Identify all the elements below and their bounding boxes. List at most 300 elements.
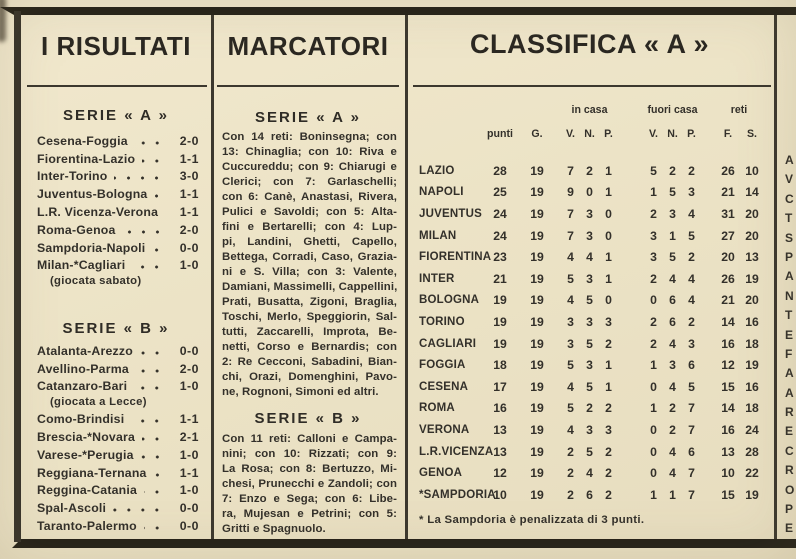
classifica-row bbox=[419, 419, 767, 441]
points: 23 bbox=[493, 250, 507, 265]
classifica-row bbox=[419, 160, 767, 182]
header-fuori-casa: fuori casa bbox=[647, 104, 698, 116]
games-played: 19 bbox=[530, 163, 544, 178]
match-score: 1-1 bbox=[179, 465, 199, 480]
goals-against: 22 bbox=[745, 466, 759, 481]
match-teams: Catanzaro-Bari bbox=[37, 379, 128, 394]
team-name: BOLOGNA bbox=[419, 294, 480, 307]
home-wins: 5 bbox=[567, 358, 574, 373]
marcatori-title-rule bbox=[217, 85, 399, 87]
match-score: 1-1 bbox=[179, 187, 199, 202]
goals-for: 21 bbox=[721, 185, 735, 200]
home-losses: 1 bbox=[605, 250, 612, 265]
goals-for: 14 bbox=[721, 314, 735, 329]
frame-left-border bbox=[14, 11, 21, 542]
away-losses: 5 bbox=[688, 379, 695, 394]
scorers-line: ni e S. Villa; con 3: Valente, bbox=[222, 266, 397, 278]
match-score: 1-0 bbox=[179, 379, 199, 394]
away-wins: 1 bbox=[650, 487, 657, 502]
scorers-line: Clerici; con 7: Garlaschelli; bbox=[222, 176, 397, 188]
clipped-text-fragment: A bbox=[785, 269, 794, 284]
goals-against: 16 bbox=[745, 314, 759, 329]
away-wins: 1 bbox=[650, 358, 657, 373]
clipped-text-fragment: P bbox=[785, 249, 794, 264]
marcatori-title: MARCATORI bbox=[227, 31, 389, 61]
match-score: 1-1 bbox=[179, 205, 199, 220]
goals-for: 16 bbox=[721, 336, 735, 351]
result-row bbox=[37, 203, 199, 221]
clipped-text-fragment: T bbox=[785, 308, 793, 323]
goals-against: 18 bbox=[745, 401, 759, 416]
header-v-casa: V. bbox=[565, 128, 576, 140]
home-wins: 2 bbox=[567, 444, 574, 459]
home-draws: 3 bbox=[586, 228, 593, 243]
classifica-title-rule bbox=[413, 85, 771, 87]
points: 24 bbox=[493, 206, 507, 221]
result-row bbox=[37, 150, 199, 168]
home-draws: 5 bbox=[586, 336, 593, 351]
dot-leader bbox=[123, 226, 168, 234]
match-teams: Inter-Torino bbox=[37, 169, 108, 184]
match-teams: Cesena-Foggia bbox=[37, 133, 128, 148]
header-f: F. bbox=[723, 128, 733, 140]
header-v-fuori: V. bbox=[648, 128, 659, 140]
dot-leader bbox=[142, 155, 168, 163]
home-losses: 1 bbox=[605, 379, 612, 394]
goals-for: 10 bbox=[721, 466, 735, 481]
home-losses: 1 bbox=[605, 185, 612, 200]
clipped-text-fragment: T bbox=[785, 211, 793, 226]
result-row bbox=[37, 342, 199, 360]
goals-for: 13 bbox=[721, 444, 735, 459]
match-teams: Reggina-Catania bbox=[37, 483, 138, 498]
frame-bottom-bar bbox=[12, 539, 796, 548]
header-p-casa: P. bbox=[604, 128, 613, 140]
dot-leader bbox=[141, 451, 168, 459]
away-losses: 7 bbox=[688, 487, 695, 502]
scorers-line: Gritti e Spagnuolo. bbox=[222, 523, 326, 535]
classifica-row bbox=[419, 311, 767, 333]
match-teams: Milan-*Cagliari bbox=[37, 258, 126, 273]
away-draws: 6 bbox=[669, 314, 676, 329]
away-wins: 3 bbox=[650, 228, 657, 243]
paper-edge-smudge bbox=[0, 0, 6, 42]
away-draws: 3 bbox=[669, 206, 676, 221]
match-score: 2-0 bbox=[179, 133, 199, 148]
home-losses: 2 bbox=[605, 336, 612, 351]
games-played: 19 bbox=[530, 185, 544, 200]
home-losses: 0 bbox=[605, 206, 612, 221]
away-wins: 0 bbox=[650, 466, 657, 481]
clipped-adjacent-column bbox=[785, 151, 796, 539]
results-title: I RISULTATI bbox=[41, 31, 191, 61]
points: 24 bbox=[493, 228, 507, 243]
away-draws: 4 bbox=[669, 444, 676, 459]
goals-against: 10 bbox=[745, 163, 759, 178]
points: 17 bbox=[493, 379, 507, 394]
home-draws: 2 bbox=[586, 163, 593, 178]
result-row bbox=[37, 446, 199, 464]
away-losses: 2 bbox=[688, 314, 695, 329]
scorers-line: Bettega, Corradi, Caso, Grazia- bbox=[222, 251, 397, 263]
dot-leader bbox=[154, 469, 168, 477]
team-name: ROMA bbox=[419, 402, 455, 415]
goals-for: 12 bbox=[721, 358, 735, 373]
marcatori-serie-b-heading: SERIE « B » bbox=[254, 410, 362, 427]
points: 19 bbox=[493, 336, 507, 351]
classifica-row bbox=[419, 376, 767, 398]
goals-against: 20 bbox=[745, 293, 759, 308]
classifica-row bbox=[419, 290, 767, 312]
result-row bbox=[37, 410, 199, 428]
scorers-line: ne, Rognoni, Simoni ed altri. bbox=[222, 386, 379, 398]
home-wins: 2 bbox=[567, 487, 574, 502]
clipped-text-fragment: E bbox=[785, 521, 794, 536]
home-wins: 7 bbox=[567, 228, 574, 243]
home-wins: 9 bbox=[567, 185, 574, 200]
result-row bbox=[37, 185, 199, 203]
home-wins: 4 bbox=[567, 422, 574, 437]
dot-leader bbox=[154, 190, 168, 198]
classifica-footnote: * La Sampdoria è penalizzata di 3 punti. bbox=[419, 514, 645, 526]
goals-against: 28 bbox=[745, 444, 759, 459]
home-wins: 7 bbox=[567, 163, 574, 178]
goals-for: 31 bbox=[721, 206, 735, 221]
away-draws: 2 bbox=[669, 401, 676, 416]
goals-against: 14 bbox=[745, 185, 759, 200]
away-draws: 3 bbox=[669, 358, 676, 373]
dot-leader bbox=[140, 347, 168, 355]
match-teams: Atalanta-Arezzo bbox=[37, 343, 133, 358]
away-wins: 1 bbox=[650, 185, 657, 200]
dot-leader bbox=[114, 172, 168, 180]
marcatori-serie-b-text bbox=[222, 432, 397, 537]
team-name: TORINO bbox=[419, 315, 465, 328]
games-played: 19 bbox=[530, 422, 544, 437]
away-losses: 7 bbox=[688, 466, 695, 481]
home-wins: 2 bbox=[567, 466, 574, 481]
team-name: JUVENTUS bbox=[419, 207, 482, 220]
games-played: 19 bbox=[530, 271, 544, 286]
home-losses: 1 bbox=[605, 163, 612, 178]
points: 19 bbox=[493, 293, 507, 308]
away-losses: 4 bbox=[688, 206, 695, 221]
gap bbox=[618, 128, 644, 140]
scorers-line: tutti, Zaccarelli, Improta, Be- bbox=[222, 326, 397, 338]
column-divider-2 bbox=[405, 15, 408, 539]
result-row bbox=[37, 239, 199, 257]
games-played: 19 bbox=[530, 401, 544, 416]
away-losses: 3 bbox=[688, 336, 695, 351]
games-played: 19 bbox=[530, 466, 544, 481]
clipped-text-fragment: C bbox=[785, 191, 794, 206]
scorers-line: 2: Re Cecconi, Sabadini, Bian- bbox=[222, 356, 397, 368]
dot-leader bbox=[144, 522, 168, 530]
home-draws: 5 bbox=[586, 379, 593, 394]
clipped-text-fragment: O bbox=[785, 482, 795, 497]
header-in-casa: in casa bbox=[571, 104, 608, 116]
home-draws: 3 bbox=[586, 358, 593, 373]
match-note: (giocata a Lecce) bbox=[50, 396, 147, 409]
goals-against: 20 bbox=[745, 206, 759, 221]
classifica-table-body bbox=[419, 160, 767, 506]
team-name: FOGGIA bbox=[419, 359, 466, 372]
home-losses: 2 bbox=[605, 466, 612, 481]
away-wins: 2 bbox=[650, 336, 657, 351]
games-played: 19 bbox=[530, 228, 544, 243]
points: 16 bbox=[493, 401, 507, 416]
away-draws: 4 bbox=[669, 271, 676, 286]
away-losses: 3 bbox=[688, 185, 695, 200]
away-losses: 5 bbox=[688, 228, 695, 243]
scorers-line: Cuccureddu; con 9: Chiarugi e bbox=[222, 161, 397, 173]
goals-against: 19 bbox=[745, 271, 759, 286]
match-note: (giocata sabato) bbox=[50, 275, 142, 288]
home-losses: 2 bbox=[605, 487, 612, 502]
home-losses: 1 bbox=[605, 271, 612, 286]
classifica-row bbox=[419, 203, 767, 225]
classifica-row bbox=[419, 246, 767, 268]
classifica-row bbox=[419, 354, 767, 376]
team-name: INTER bbox=[419, 272, 455, 285]
match-teams: Varese-*Perugia bbox=[37, 447, 134, 462]
home-losses: 0 bbox=[605, 228, 612, 243]
goals-against: 24 bbox=[745, 422, 759, 437]
result-row bbox=[37, 378, 199, 396]
home-draws: 2 bbox=[586, 401, 593, 416]
home-draws: 5 bbox=[586, 444, 593, 459]
match-score: 3-0 bbox=[179, 169, 199, 184]
games-played: 19 bbox=[530, 314, 544, 329]
marcatori-serie-a-heading: SERIE « A » bbox=[255, 109, 361, 126]
home-losses: 1 bbox=[605, 358, 612, 373]
match-score: 0-0 bbox=[179, 240, 199, 255]
dot-leader bbox=[132, 261, 168, 269]
team-name: GENOA bbox=[419, 467, 463, 480]
home-losses: 3 bbox=[605, 314, 612, 329]
home-wins: 3 bbox=[567, 336, 574, 351]
games-played: 19 bbox=[530, 358, 544, 373]
match-teams: Como-Brindisi bbox=[37, 412, 125, 427]
header-g: G. bbox=[531, 128, 543, 140]
goals-against: 13 bbox=[745, 250, 759, 265]
team-name: MILAN bbox=[419, 229, 457, 242]
home-losses: 0 bbox=[605, 293, 612, 308]
header-n-casa: N. bbox=[584, 128, 595, 140]
match-score: 2-1 bbox=[179, 430, 199, 445]
dot-leader bbox=[135, 137, 168, 145]
games-played: 19 bbox=[530, 206, 544, 221]
match-teams: Juventus-Bologna bbox=[37, 187, 148, 202]
away-losses: 6 bbox=[688, 444, 695, 459]
team-name: CAGLIARI bbox=[419, 337, 477, 350]
match-score: 0-0 bbox=[179, 519, 199, 534]
away-wins: 0 bbox=[650, 379, 657, 394]
home-draws: 3 bbox=[586, 271, 593, 286]
team-name: CESENA bbox=[419, 380, 469, 393]
header-s: S. bbox=[746, 128, 757, 140]
clipped-text-fragment: A bbox=[785, 153, 794, 167]
team-name: NAPOLI bbox=[419, 186, 464, 199]
match-teams: Brescia-*Novara bbox=[37, 430, 136, 445]
home-draws: 5 bbox=[586, 293, 593, 308]
dot-leader bbox=[131, 415, 168, 423]
clipped-text-fragment: E bbox=[785, 327, 794, 342]
away-draws: 5 bbox=[669, 185, 676, 200]
marcatori-serie-a-text bbox=[222, 130, 397, 400]
games-played: 19 bbox=[530, 336, 544, 351]
scorers-line: Toschi, Merlo, Speggiorin, Sal- bbox=[222, 311, 397, 323]
team-name: L.R.VICENZA bbox=[419, 445, 494, 458]
result-row bbox=[37, 517, 199, 535]
away-wins: 2 bbox=[650, 206, 657, 221]
scorers-line: netti, Corso e Bernardis; con bbox=[222, 341, 397, 353]
header-punti: punti bbox=[487, 128, 513, 140]
points: 18 bbox=[493, 358, 507, 373]
home-wins: 4 bbox=[567, 293, 574, 308]
classifica-group-header-row bbox=[419, 104, 767, 116]
match-teams: Avellino-Parma bbox=[37, 361, 129, 376]
away-wins: 1 bbox=[650, 401, 657, 416]
points: 10 bbox=[493, 487, 507, 502]
result-row bbox=[37, 482, 199, 500]
away-losses: 6 bbox=[688, 358, 695, 373]
goals-against: 20 bbox=[745, 228, 759, 243]
gap bbox=[701, 128, 715, 140]
results-serie-b-heading: SERIE « B » bbox=[62, 320, 170, 337]
header-team-spacer bbox=[419, 128, 487, 140]
result-row bbox=[37, 221, 199, 239]
column-divider-1 bbox=[211, 15, 214, 539]
goals-for: 16 bbox=[721, 422, 735, 437]
away-draws: 4 bbox=[669, 336, 676, 351]
goals-for: 26 bbox=[721, 163, 735, 178]
away-wins: 0 bbox=[650, 444, 657, 459]
home-losses: 2 bbox=[605, 401, 612, 416]
goals-against: 16 bbox=[745, 379, 759, 394]
dot-leader bbox=[113, 504, 168, 512]
away-losses: 2 bbox=[688, 163, 695, 178]
frame-top-bar bbox=[0, 7, 796, 15]
clipped-text-fragment: S bbox=[785, 230, 794, 245]
classifica-column-header-row bbox=[419, 128, 767, 140]
goals-against: 19 bbox=[745, 487, 759, 502]
away-losses: 4 bbox=[688, 293, 695, 308]
scorers-line: pi, Landini, Ghetti, Capello, bbox=[222, 236, 397, 248]
scorers-line: nini; con 10: Rizzati; con 9: bbox=[222, 448, 397, 460]
clipped-text-fragment: N bbox=[785, 288, 794, 303]
classifica-row bbox=[419, 268, 767, 290]
points: 19 bbox=[493, 314, 507, 329]
games-played: 19 bbox=[530, 293, 544, 308]
home-wins: 5 bbox=[567, 271, 574, 286]
clipped-text-fragment: C bbox=[785, 443, 794, 458]
result-row bbox=[37, 360, 199, 378]
goals-for: 20 bbox=[721, 250, 735, 265]
away-wins: 0 bbox=[650, 293, 657, 308]
away-wins: 5 bbox=[650, 163, 657, 178]
away-wins: 3 bbox=[650, 250, 657, 265]
away-draws: 6 bbox=[669, 293, 676, 308]
result-row bbox=[37, 499, 199, 517]
results-title-rule bbox=[27, 85, 207, 87]
goals-against: 18 bbox=[745, 336, 759, 351]
classifica-row bbox=[419, 441, 767, 463]
match-score: 1-0 bbox=[179, 447, 199, 462]
match-score: 2-0 bbox=[179, 361, 199, 376]
goals-for: 14 bbox=[721, 401, 735, 416]
goals-for: 26 bbox=[721, 271, 735, 286]
match-teams: Sampdoria-Napoli bbox=[37, 240, 146, 255]
home-wins: 3 bbox=[567, 314, 574, 329]
dot-leader bbox=[136, 365, 168, 373]
result-row bbox=[37, 428, 199, 446]
away-draws: 1 bbox=[669, 228, 676, 243]
home-draws: 3 bbox=[586, 314, 593, 329]
goals-against: 19 bbox=[745, 358, 759, 373]
header-reti: reti bbox=[730, 104, 748, 116]
away-draws: 4 bbox=[669, 379, 676, 394]
header-n-fuori: N. bbox=[667, 128, 678, 140]
match-score: 1-1 bbox=[179, 151, 199, 166]
classifica-row bbox=[419, 225, 767, 247]
home-losses: 2 bbox=[605, 444, 612, 459]
scorers-line: Con 11 reti: Calloni e Campa- bbox=[222, 433, 397, 445]
scorers-line: ra, Mujesan e Petrini; con 5: bbox=[222, 508, 397, 520]
match-teams: Spal-Ascoli bbox=[37, 501, 107, 516]
team-name: FIORENTINA bbox=[419, 251, 492, 264]
scorers-line: La Rosa; con 8: Bertuzzo, Mi- bbox=[222, 463, 397, 475]
scorers-line: chesi, Prunecchi e Zandoli; con bbox=[222, 478, 397, 490]
classifica-row bbox=[419, 484, 767, 506]
scorers-line: fini e Bertarelli; con 4: Lup- bbox=[222, 221, 397, 233]
header-p-fuori: P. bbox=[687, 128, 696, 140]
match-teams: Fiorentina-Lazio bbox=[37, 151, 136, 166]
classifica-row bbox=[419, 333, 767, 355]
games-played: 19 bbox=[530, 487, 544, 502]
match-score: 1-0 bbox=[179, 483, 199, 498]
classifica-row bbox=[419, 182, 767, 204]
result-row bbox=[37, 168, 199, 186]
dot-leader bbox=[144, 486, 168, 494]
column-divider-3 bbox=[774, 15, 777, 539]
games-played: 19 bbox=[530, 444, 544, 459]
result-row bbox=[37, 257, 199, 275]
points: 13 bbox=[493, 444, 507, 459]
scorers-line: 13: Chinaglia; con 10: Riva e bbox=[222, 146, 397, 158]
team-name: VERONA bbox=[419, 423, 470, 436]
match-score: 1-0 bbox=[179, 258, 199, 273]
match-teams: Roma-Genoa bbox=[37, 222, 116, 237]
away-draws: 2 bbox=[669, 163, 676, 178]
scorers-line: chi, Orazi, Domenghini, Pavo- bbox=[222, 371, 397, 383]
away-losses: 2 bbox=[688, 250, 695, 265]
scorers-line: Damiani, Massimelli, Cappellini, bbox=[222, 281, 398, 293]
dot-leader bbox=[142, 433, 168, 441]
scorers-line: Pulici e Savoldi; con 5: Alta- bbox=[222, 206, 397, 218]
games-played: 19 bbox=[530, 379, 544, 394]
clipped-text-fragment: E bbox=[785, 424, 794, 439]
home-draws: 3 bbox=[586, 206, 593, 221]
clipped-text-fragment: F bbox=[785, 346, 793, 361]
team-name: LAZIO bbox=[419, 164, 455, 177]
match-teams: Taranto-Palermo bbox=[37, 519, 137, 534]
clipped-text-fragment: A bbox=[785, 385, 794, 400]
home-wins: 4 bbox=[567, 379, 574, 394]
home-wins: 4 bbox=[567, 250, 574, 265]
result-row bbox=[37, 464, 199, 482]
results-serie-a-heading: SERIE « A » bbox=[63, 107, 169, 124]
